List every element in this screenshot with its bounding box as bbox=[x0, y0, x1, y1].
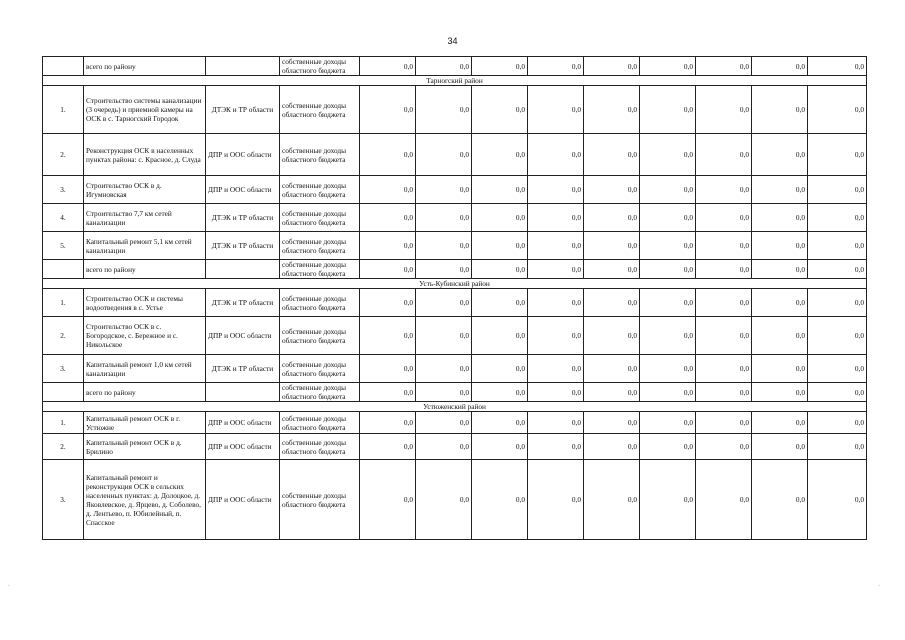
district-total-row bbox=[43, 260, 867, 279]
row-number bbox=[43, 260, 84, 279]
value-cell: 0,0 bbox=[528, 434, 584, 460]
table-body bbox=[43, 57, 867, 540]
measure-name: Капитальный ремонт ОСК в г. Устюжне bbox=[84, 412, 206, 434]
value-cell: 0,0 bbox=[360, 176, 416, 204]
table-row bbox=[43, 204, 867, 232]
funding-source: собственные доходы областного бюджета bbox=[280, 204, 360, 232]
value-cell: 0,0 bbox=[528, 204, 584, 232]
value-cell: 0,0 bbox=[752, 176, 808, 204]
value-cell: 0,0 bbox=[752, 289, 808, 317]
executor-cell bbox=[206, 260, 280, 279]
value-cell: 0,0 bbox=[808, 57, 867, 76]
measure-name: всего по району bbox=[84, 57, 206, 76]
value-cell: 0,0 bbox=[360, 86, 416, 134]
value-cell: 0,0 bbox=[528, 57, 584, 76]
funding-source: собственные доходы областного бюджета bbox=[280, 86, 360, 134]
executor-cell: ДПР и ООС области bbox=[206, 434, 280, 460]
value-cell: 0,0 bbox=[808, 383, 867, 402]
row-number: 1. bbox=[43, 412, 84, 434]
measure-name: Капитальный ремонт 5,1 км сетей канализации bbox=[84, 232, 206, 260]
value-cell: 0,0 bbox=[696, 204, 752, 232]
funding-source: собственные доходы областного бюджета bbox=[280, 460, 360, 540]
value-cell: 0,0 bbox=[528, 232, 584, 260]
value-cell: 0,0 bbox=[416, 86, 472, 134]
value-cell: 0,0 bbox=[360, 434, 416, 460]
row-number: 1. bbox=[43, 289, 84, 317]
district-name: Тарногский район bbox=[43, 76, 867, 86]
value-cell: 0,0 bbox=[752, 232, 808, 260]
value-cell: 0,0 bbox=[472, 260, 528, 279]
value-cell: 0,0 bbox=[472, 134, 528, 176]
measure-name: всего по району bbox=[84, 260, 206, 279]
measure-name: Капитальный ремонт и реконструкция ОСК в сельских населенных пунктах: д. Долоцкое, д. Яковлевское, д. Ярцево, д. Соболево, д. Лентьево, п. Юбилейный, п. Спасское bbox=[84, 460, 206, 540]
value-cell: 0,0 bbox=[528, 460, 584, 540]
measure-name: Строительство ОСК в д. Игумновская bbox=[84, 176, 206, 204]
value-cell: 0,0 bbox=[584, 355, 640, 383]
value-cell: 0,0 bbox=[472, 460, 528, 540]
value-cell: 0,0 bbox=[416, 57, 472, 76]
value-cell: 0,0 bbox=[416, 383, 472, 402]
row-number: 4. bbox=[43, 204, 84, 232]
value-cell: 0,0 bbox=[584, 460, 640, 540]
value-cell: 0,0 bbox=[696, 232, 752, 260]
row-number bbox=[43, 383, 84, 402]
value-cell: 0,0 bbox=[528, 355, 584, 383]
value-cell: 0,0 bbox=[472, 86, 528, 134]
value-cell: 0,0 bbox=[696, 176, 752, 204]
value-cell: 0,0 bbox=[360, 460, 416, 540]
value-cell: 0,0 bbox=[808, 232, 867, 260]
value-cell: 0,0 bbox=[416, 355, 472, 383]
row-number bbox=[43, 57, 84, 76]
value-cell: 0,0 bbox=[696, 86, 752, 134]
value-cell: 0,0 bbox=[696, 434, 752, 460]
table-row bbox=[43, 176, 867, 204]
district-total-row bbox=[43, 383, 867, 402]
value-cell: 0,0 bbox=[360, 204, 416, 232]
value-cell: 0,0 bbox=[416, 134, 472, 176]
scan-mark-right: · bbox=[878, 583, 880, 589]
value-cell: 0,0 bbox=[584, 134, 640, 176]
value-cell: 0,0 bbox=[584, 383, 640, 402]
value-cell: 0,0 bbox=[808, 317, 867, 355]
row-number: 3. bbox=[43, 355, 84, 383]
value-cell: 0,0 bbox=[696, 260, 752, 279]
value-cell: 0,0 bbox=[416, 204, 472, 232]
value-cell: 0,0 bbox=[472, 434, 528, 460]
value-cell: 0,0 bbox=[808, 204, 867, 232]
executor-cell: ДПР и ООС области bbox=[206, 412, 280, 434]
value-cell: 0,0 bbox=[640, 134, 696, 176]
value-cell: 0,0 bbox=[584, 260, 640, 279]
value-cell: 0,0 bbox=[360, 412, 416, 434]
table-row bbox=[43, 86, 867, 134]
value-cell: 0,0 bbox=[752, 355, 808, 383]
funding-source: собственные доходы областного бюджета bbox=[280, 383, 360, 402]
funding-source: собственные доходы областного бюджета bbox=[280, 176, 360, 204]
funding-source: собственные доходы областного бюджета bbox=[280, 412, 360, 434]
value-cell: 0,0 bbox=[584, 434, 640, 460]
district-name: Устюженский район bbox=[43, 402, 867, 412]
value-cell: 0,0 bbox=[584, 289, 640, 317]
value-cell: 0,0 bbox=[528, 260, 584, 279]
value-cell: 0,0 bbox=[360, 232, 416, 260]
funding-source: собственные доходы областного бюджета bbox=[280, 232, 360, 260]
district-total-row bbox=[43, 57, 867, 76]
table-row bbox=[43, 289, 867, 317]
executor-cell bbox=[206, 383, 280, 402]
table-row bbox=[43, 317, 867, 355]
value-cell: 0,0 bbox=[640, 412, 696, 434]
value-cell: 0,0 bbox=[584, 176, 640, 204]
value-cell: 0,0 bbox=[752, 134, 808, 176]
value-cell: 0,0 bbox=[472, 57, 528, 76]
table-row bbox=[43, 134, 867, 176]
value-cell: 0,0 bbox=[472, 204, 528, 232]
funding-source: собственные доходы областного бюджета bbox=[280, 260, 360, 279]
value-cell: 0,0 bbox=[472, 355, 528, 383]
value-cell: 0,0 bbox=[696, 317, 752, 355]
value-cell: 0,0 bbox=[528, 317, 584, 355]
value-cell: 0,0 bbox=[640, 355, 696, 383]
value-cell: 0,0 bbox=[528, 134, 584, 176]
funding-source: собственные доходы областного бюджета bbox=[280, 57, 360, 76]
value-cell: 0,0 bbox=[584, 232, 640, 260]
value-cell: 0,0 bbox=[472, 317, 528, 355]
value-cell: 0,0 bbox=[808, 355, 867, 383]
value-cell: 0,0 bbox=[696, 57, 752, 76]
value-cell: 0,0 bbox=[752, 204, 808, 232]
page-number: 34 bbox=[447, 36, 458, 46]
value-cell: 0,0 bbox=[416, 434, 472, 460]
value-cell: 0,0 bbox=[808, 176, 867, 204]
district-header-row bbox=[43, 402, 867, 412]
value-cell: 0,0 bbox=[360, 260, 416, 279]
measure-name: Капитальный ремонт ОСК в д. Брилино bbox=[84, 434, 206, 460]
table-row bbox=[43, 232, 867, 260]
table-row bbox=[43, 355, 867, 383]
scan-mark-left: · bbox=[8, 583, 10, 589]
value-cell: 0,0 bbox=[752, 57, 808, 76]
district-header-row bbox=[43, 76, 867, 86]
measure-name: Капитальный ремонт 1,0 км сетей канализации bbox=[84, 355, 206, 383]
value-cell: 0,0 bbox=[808, 134, 867, 176]
value-cell: 0,0 bbox=[416, 460, 472, 540]
value-cell: 0,0 bbox=[640, 434, 696, 460]
value-cell: 0,0 bbox=[416, 412, 472, 434]
value-cell: 0,0 bbox=[752, 317, 808, 355]
value-cell: 0,0 bbox=[528, 383, 584, 402]
value-cell: 0,0 bbox=[696, 383, 752, 402]
measure-name: Реконструкция ОСК в населенных пунктах района: с. Красное, д. Слуда bbox=[84, 134, 206, 176]
executor-cell: ДТЭК и ТР области bbox=[206, 204, 280, 232]
funding-source: собственные доходы областного бюджета bbox=[280, 134, 360, 176]
funding-source: собственные доходы областного бюджета bbox=[280, 289, 360, 317]
value-cell: 0,0 bbox=[640, 383, 696, 402]
value-cell: 0,0 bbox=[360, 289, 416, 317]
value-cell: 0,0 bbox=[640, 260, 696, 279]
value-cell: 0,0 bbox=[808, 434, 867, 460]
value-cell: 0,0 bbox=[528, 176, 584, 204]
value-cell: 0,0 bbox=[752, 460, 808, 540]
measure-name: всего по району bbox=[84, 383, 206, 402]
value-cell: 0,0 bbox=[640, 57, 696, 76]
table-row bbox=[43, 412, 867, 434]
value-cell: 0,0 bbox=[416, 176, 472, 204]
value-cell: 0,0 bbox=[640, 232, 696, 260]
value-cell: 0,0 bbox=[360, 134, 416, 176]
table-row bbox=[43, 434, 867, 460]
value-cell: 0,0 bbox=[584, 317, 640, 355]
value-cell: 0,0 bbox=[472, 289, 528, 317]
value-cell: 0,0 bbox=[416, 232, 472, 260]
executor-cell: ДТЭК и ТР области bbox=[206, 355, 280, 383]
value-cell: 0,0 bbox=[752, 383, 808, 402]
measure-name: Строительство ОСК и системы водоотведения в с. Устье bbox=[84, 289, 206, 317]
value-cell: 0,0 bbox=[696, 412, 752, 434]
executor-cell: ДПР и ООС области bbox=[206, 134, 280, 176]
executor-cell bbox=[206, 57, 280, 76]
value-cell: 0,0 bbox=[360, 383, 416, 402]
value-cell: 0,0 bbox=[752, 86, 808, 134]
value-cell: 0,0 bbox=[360, 57, 416, 76]
measure-name: Строительство 7,7 км сетей канализации bbox=[84, 204, 206, 232]
value-cell: 0,0 bbox=[808, 260, 867, 279]
measure-name: Строительство ОСК в с. Богородское, с. Бережное и с. Никольское bbox=[84, 317, 206, 355]
value-cell: 0,0 bbox=[584, 412, 640, 434]
executor-cell: ДТЭК и ТР области bbox=[206, 86, 280, 134]
row-number: 2. bbox=[43, 317, 84, 355]
value-cell: 0,0 bbox=[584, 86, 640, 134]
row-number: 3. bbox=[43, 460, 84, 540]
value-cell: 0,0 bbox=[640, 317, 696, 355]
value-cell: 0,0 bbox=[640, 289, 696, 317]
district-header-row bbox=[43, 279, 867, 289]
value-cell: 0,0 bbox=[416, 289, 472, 317]
value-cell: 0,0 bbox=[808, 412, 867, 434]
measure-name: Строительство системы канализации (3 очередь) и приемной камеры на ОСК в с. Тарногский Городок bbox=[84, 86, 206, 134]
executor-cell: ДТЭК и ТР области bbox=[206, 232, 280, 260]
value-cell: 0,0 bbox=[416, 317, 472, 355]
funding-source: собственные доходы областного бюджета bbox=[280, 355, 360, 383]
value-cell: 0,0 bbox=[752, 412, 808, 434]
value-cell: 0,0 bbox=[696, 460, 752, 540]
value-cell: 0,0 bbox=[696, 289, 752, 317]
value-cell: 0,0 bbox=[640, 176, 696, 204]
value-cell: 0,0 bbox=[528, 289, 584, 317]
financing-table bbox=[42, 56, 867, 540]
value-cell: 0,0 bbox=[416, 260, 472, 279]
executor-cell: ДТЭК и ТР области bbox=[206, 289, 280, 317]
executor-cell: ДПР и ООС области bbox=[206, 317, 280, 355]
funding-source: собственные доходы областного бюджета bbox=[280, 317, 360, 355]
value-cell: 0,0 bbox=[808, 289, 867, 317]
value-cell: 0,0 bbox=[360, 355, 416, 383]
value-cell: 0,0 bbox=[528, 412, 584, 434]
value-cell: 0,0 bbox=[472, 383, 528, 402]
value-cell: 0,0 bbox=[808, 86, 867, 134]
value-cell: 0,0 bbox=[752, 434, 808, 460]
value-cell: 0,0 bbox=[472, 412, 528, 434]
value-cell: 0,0 bbox=[640, 460, 696, 540]
value-cell: 0,0 bbox=[472, 176, 528, 204]
value-cell: 0,0 bbox=[640, 204, 696, 232]
value-cell: 0,0 bbox=[696, 134, 752, 176]
row-number: 2. bbox=[43, 134, 84, 176]
value-cell: 0,0 bbox=[360, 317, 416, 355]
value-cell: 0,0 bbox=[696, 355, 752, 383]
value-cell: 0,0 bbox=[640, 86, 696, 134]
table-row bbox=[43, 460, 867, 540]
executor-cell: ДПР и ООС области bbox=[206, 460, 280, 540]
row-number: 1. bbox=[43, 86, 84, 134]
executor-cell: ДПР и ООС области bbox=[206, 176, 280, 204]
row-number: 2. bbox=[43, 434, 84, 460]
value-cell: 0,0 bbox=[584, 57, 640, 76]
district-name: Усть-Кубинский район bbox=[43, 279, 867, 289]
value-cell: 0,0 bbox=[528, 86, 584, 134]
value-cell: 0,0 bbox=[808, 460, 867, 540]
value-cell: 0,0 bbox=[752, 260, 808, 279]
row-number: 3. bbox=[43, 176, 84, 204]
funding-source: собственные доходы областного бюджета bbox=[280, 434, 360, 460]
value-cell: 0,0 bbox=[472, 232, 528, 260]
value-cell: 0,0 bbox=[584, 204, 640, 232]
row-number: 5. bbox=[43, 232, 84, 260]
